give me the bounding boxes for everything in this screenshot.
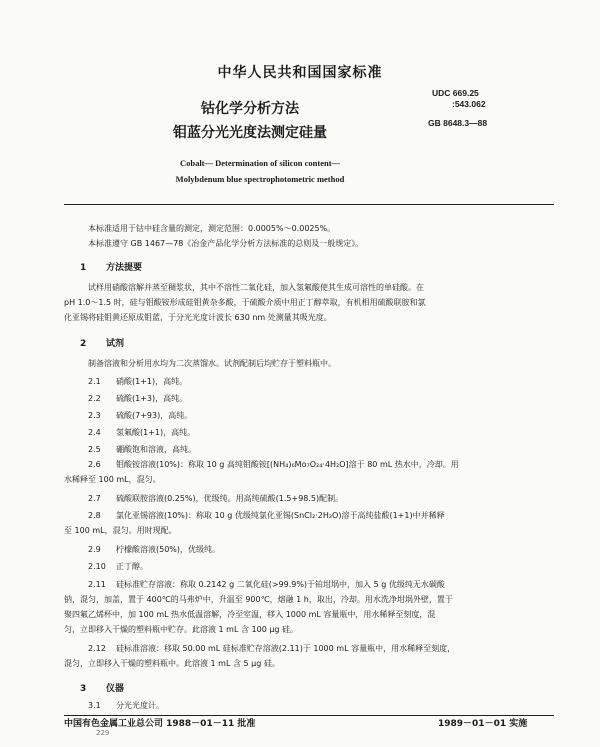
page-number: 229 — [96, 729, 110, 737]
list-item: 3.1 分光光度计。 — [88, 701, 164, 710]
section-1-text-line3: 化亚锡将硅钼黄还原成钼蓝，于分光光度计波长 630 nm 处测量其吸光度。 — [64, 313, 332, 322]
intro-scope: 本标准适用于钴中硅含量的测定，测定范围：0.0005%～0.0025%。 — [88, 224, 336, 233]
list-item: 2.8 氯化亚锡溶液(10%)：称取 10 g 优级纯氯化亚锡(SnCl₂·2H₂O)溶于高纯盐酸(1+1)中并稀释 — [88, 511, 445, 520]
list-item: 2.4 氢氟酸(1+1)，高纯。 — [88, 428, 196, 437]
section-title: 仪器 — [106, 684, 125, 694]
title-cn-line2: 钼蓝分光光度法测定硅量 — [173, 125, 327, 141]
udc-code-line1: UDC 669.25 — [432, 88, 479, 98]
section-title: 方法提要 — [106, 263, 143, 273]
section-1-text-line2: pH 1.0～1.5 时，硅与钼酸铵形成硅钼黄杂多酸，于硫酸介质中用正丁醇萃取，有机相用硫酸联胺和氯 — [64, 298, 426, 307]
list-item: 2.2 硫酸(1+3)，高纯。 — [88, 394, 188, 403]
list-item: 2.1 硝酸(1+1)，高纯。 — [88, 377, 188, 386]
standard-org-title: 中华人民共和国国家标准 — [217, 65, 383, 81]
list-item: 2.11 硅标准贮存溶液：称取 0.2142 g 二氧化硅(>99.9%)于铂坩埚中，加入 5 g 优级纯无水碳酸 — [88, 580, 445, 589]
section-number: 2 — [80, 339, 87, 349]
title-en-line1: Cobalt— Determination of silicon content— — [179, 158, 341, 168]
section-2-intro: 制备溶液和分析用水均为二次蒸馏水。试剂配制后均贮存于塑料瓶中。 — [88, 359, 336, 368]
list-item: 2.6 钼酸铵溶液(10%)：称取 10 g 高纯钼酸铵[(NH₄)₆Mo₇O₂₄·4H₂O]溶于 80 mL 热水中，冷却。用 — [88, 460, 459, 469]
list-item: 2.5 硼酸饱和溶液，高纯。 — [88, 445, 196, 454]
approval-date: 中国有色金属工业总公司 1988－01－11 批准 — [64, 719, 256, 729]
list-item-continuation: 钠，混匀，加盖，置于 400℃的马弗炉中，升温至 900℃，熔融 1 h，取出，冷却。用水洗净坩埚外壁，置于 — [64, 595, 453, 604]
list-item-continuation: 水稀释至 100 mL，混匀。 — [64, 475, 161, 484]
list-item-continuation: 混匀，立即移入干燥的塑料瓶中。此溶液 1 mL 含 5 μg 硅。 — [64, 659, 280, 668]
implementation-date: 1989－01－01 实施 — [438, 719, 528, 729]
list-item-continuation: 匀，立即移入干燥的塑料瓶中贮存。此溶液 1 mL 含 100 μg 硅。 — [64, 625, 299, 634]
udc-code-line2: :543.062 — [452, 99, 486, 109]
list-item: 2.10 正丁醇。 — [88, 562, 148, 571]
list-item: 2.7 硫酸联胺溶液(0.25%)，优级纯。用高纯硫酸(1.5+98.5)配制。 — [88, 494, 344, 503]
section-1-text-line1: 试样用硝酸溶解并蒸至稠浆状，其中不溶性二氧化硅，加入氢氟酸使其生成可溶性的单硅酸。在 — [88, 283, 424, 292]
section-3-heading — [80, 681, 124, 694]
title-cn-line1: 钴化学分析方法 — [201, 101, 299, 117]
section-1-heading — [80, 260, 142, 273]
title-en-line2: Molybdenum blue spectrophotometric method — [175, 174, 345, 184]
list-item: 2.12 硅标准溶液：移取 50.00 mL 硅标准贮存溶液(2.11)于 1000 mL 容量瓶中，用水稀释至刻度， — [88, 644, 456, 653]
list-item-continuation: 聚四氟乙烯杯中，加 100 mL 热水低温溶解，冷至室温，移入 1000 mL 容量瓶中，用水稀释至刻度，混 — [64, 610, 436, 619]
gb-standard-number: GB 8648.3—88 — [428, 118, 488, 128]
list-item: 2.3 硫酸(7+93)，高纯。 — [88, 411, 193, 420]
section-title: 试剂 — [106, 339, 125, 349]
section-number: 1 — [80, 263, 87, 273]
header-divider — [64, 204, 554, 205]
list-item: 2.9 柠檬酸溶液(50%)，优级纯。 — [88, 545, 221, 554]
section-number: 3 — [80, 684, 87, 694]
intro-compliance: 本标准遵守 GB 1467—78《冶金产品化学分析方法标准的总则及一般规定》。 — [88, 239, 364, 248]
section-2-heading — [80, 336, 124, 349]
list-item-continuation: 至 100 mL，混匀。用时现配。 — [64, 526, 177, 535]
